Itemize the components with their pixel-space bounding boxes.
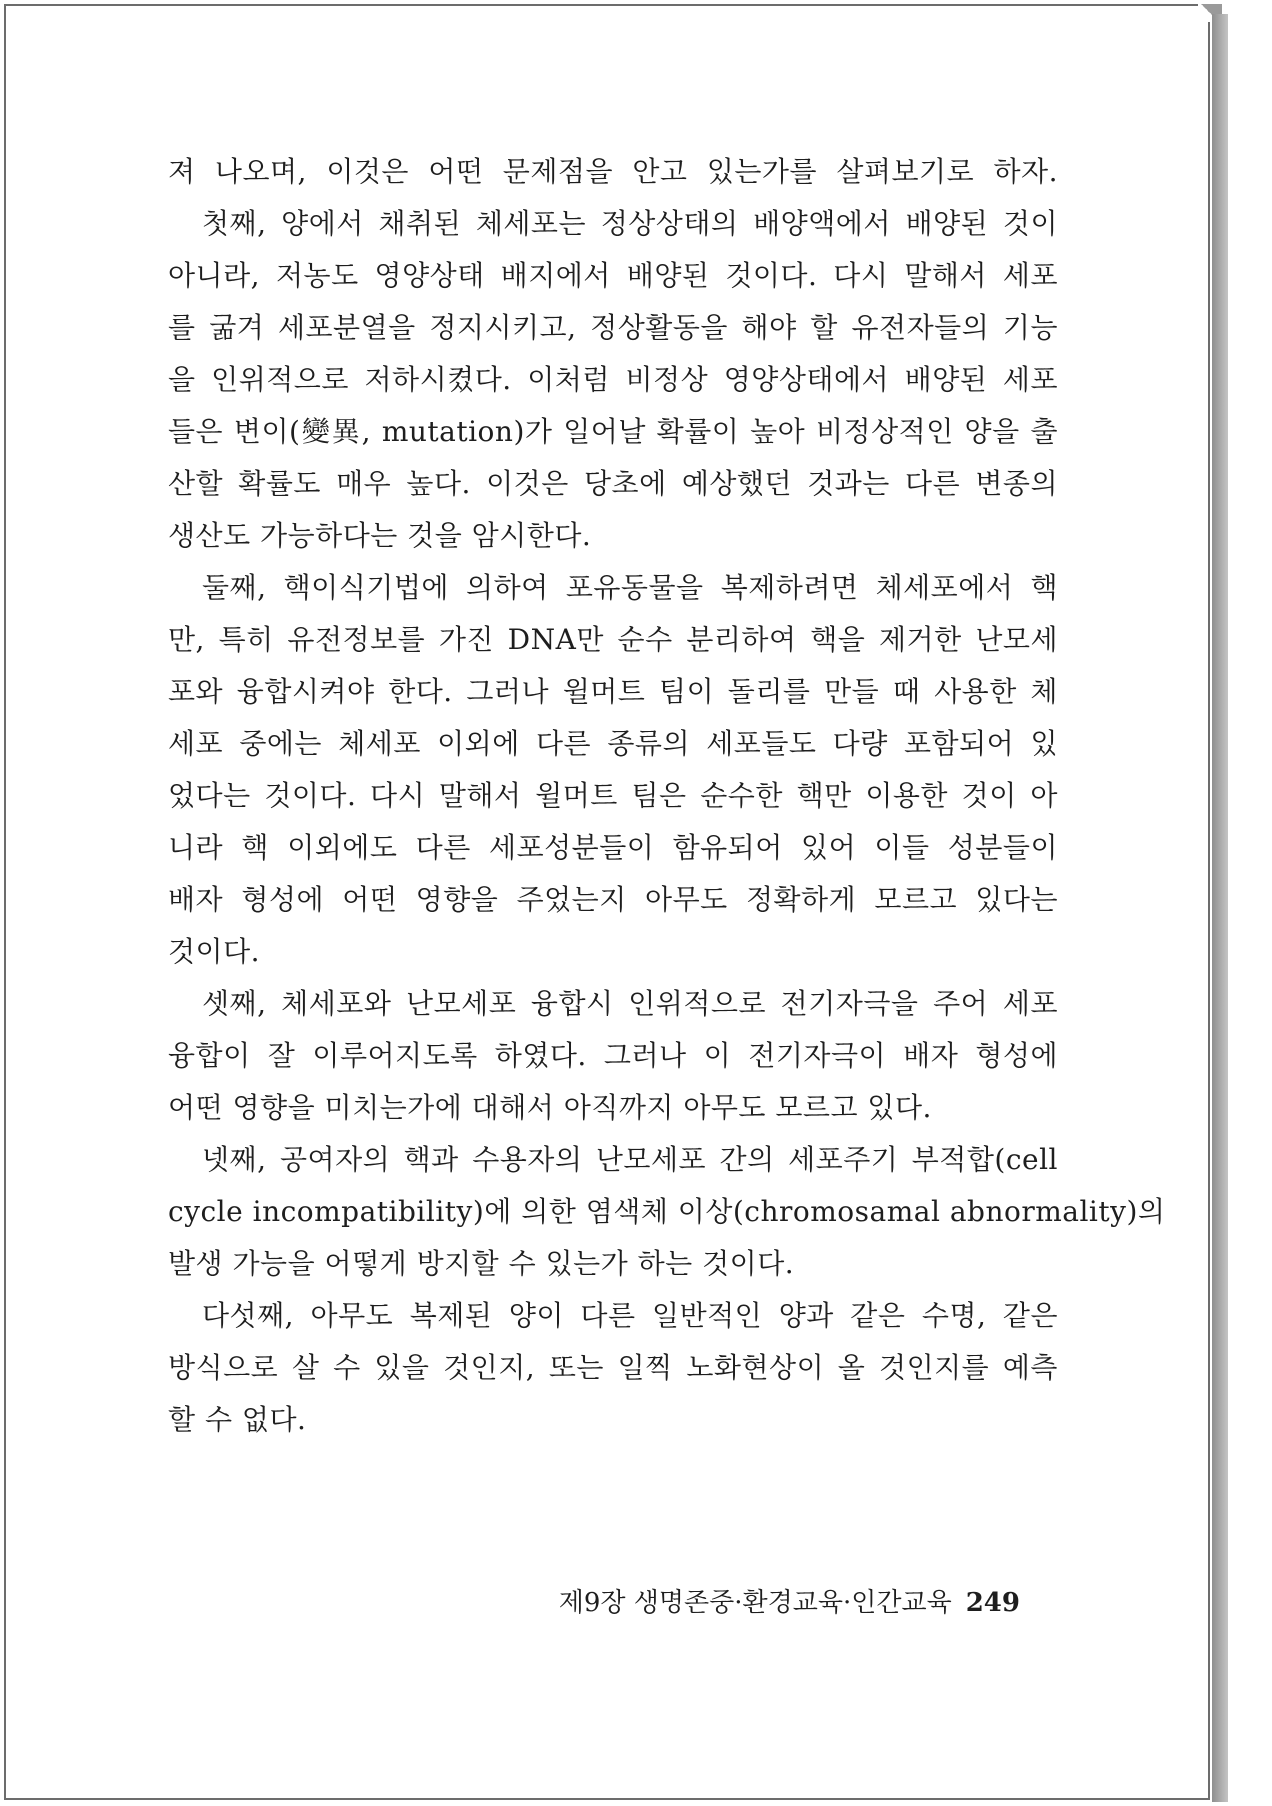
text-line: 배자 형성에 어떤 영향을 주었는지 아무도 정확하게 모르고 있다는 bbox=[168, 883, 1058, 916]
text-line: 첫째, 양에서 채취된 체세포는 정상상태의 배양액에서 배양된 것이 bbox=[202, 207, 1058, 240]
text-line: 셋째, 체세포와 난모세포 융합시 인위적으로 전기자극을 주어 세포 bbox=[202, 987, 1058, 1020]
book-page bbox=[4, 4, 1210, 1800]
text-line: 둘째, 핵이식기법에 의하여 포유동물을 복제하려면 체세포에서 핵 bbox=[202, 571, 1058, 604]
text-line: 방식으로 살 수 있을 것인지, 또는 일찍 노화현상이 올 것인지를 예측 bbox=[168, 1351, 1058, 1384]
text-line: 넷째, 공여자의 핵과 수용자의 난모세포 간의 세포주기 부적합(cell bbox=[202, 1143, 1058, 1176]
text-line: 산할 확률도 매우 높다. 이것은 당초에 예상했던 것과는 다른 변종의 bbox=[168, 467, 1058, 500]
text-line: cycle incompatibility)에 의한 염색체 이상(chromosamal abnormality)의 bbox=[168, 1195, 1166, 1228]
text-line: 할 수 없다. bbox=[168, 1403, 307, 1436]
text-line: 발생 가능을 어떻게 방지할 수 있는가 하는 것이다. bbox=[168, 1247, 795, 1280]
text-line: 었다는 것이다. 다시 말해서 윌머트 팀은 순수한 핵만 이용한 것이 아 bbox=[168, 779, 1058, 812]
chapter-title: 제9장 생명존중·환경교육·인간교육 bbox=[558, 1588, 952, 1618]
text-line: 융합이 잘 이루어지도록 하였다. 그러나 이 전기자극이 배자 형성에 bbox=[168, 1039, 1058, 1072]
page-footer bbox=[6, 1582, 1020, 1619]
text-line: 져 나오며, 이것은 어떤 문제점을 안고 있는가를 살펴보기로 하자. bbox=[168, 155, 1058, 188]
text-line: 를 굶겨 세포분열을 정지시키고, 정상활동을 해야 할 유전자들의 기능 bbox=[168, 311, 1058, 344]
text-line: 세포 중에는 체세포 이외에 다른 종류의 세포들도 다량 포함되어 있 bbox=[168, 727, 1058, 760]
text-line: 다섯째, 아무도 복제된 양이 다른 일반적인 양과 같은 수명, 같은 bbox=[202, 1299, 1058, 1332]
text-line: 것이다. bbox=[168, 935, 261, 968]
text-line: 어떤 영향을 미치는가에 대해서 아직까지 아무도 모르고 있다. bbox=[168, 1091, 932, 1124]
page-number: 249 bbox=[965, 1588, 1020, 1618]
text-line: 니라 핵 이외에도 다른 세포성분들이 함유되어 있어 이들 성분들이 bbox=[168, 831, 1058, 864]
text-line: 을 인위적으로 저하시켰다. 이처럼 비정상 영양상태에서 배양된 세포 bbox=[168, 363, 1058, 396]
text-line: 생산도 가능하다는 것을 암시한다. bbox=[168, 519, 592, 552]
text-line: 포와 융합시켜야 한다. 그러나 윌머트 팀이 돌리를 만들 때 사용한 체 bbox=[168, 675, 1058, 708]
text-line: 만, 특히 유전정보를 가진 DNA만 순수 분리하여 핵을 제거한 난모세 bbox=[168, 623, 1058, 656]
text-line: 아니라, 저농도 영양상태 배지에서 배양된 것이다. 다시 말해서 세포 bbox=[168, 259, 1058, 292]
page-edge-shadow bbox=[1212, 14, 1228, 1802]
body-text bbox=[168, 146, 1166, 1446]
text-line: 들은 변이(變異, mutation)가 일어날 확률이 높아 비정상적인 양을 출 bbox=[168, 415, 1058, 448]
